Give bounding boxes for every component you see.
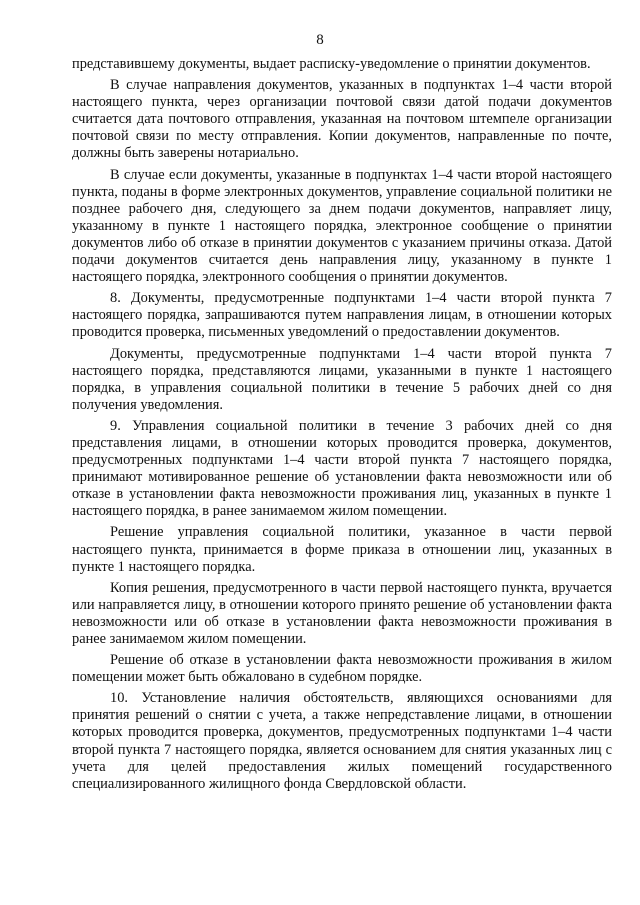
paragraph-item-8: 8. Документы, предусмотренные подпунктами 1–4 части второй пункта 7 настоящего порядка, запрашиваются путем направления лицам, в отношении которых проводится проверка, письменных уведомлений о предоставлении документов. bbox=[72, 290, 612, 341]
paragraph: Решение управления социальной политики, указанное в части первой настоящего пункта, принимается в форме приказа в отношении лиц, указанных в пункте 1 настоящего порядка. bbox=[72, 524, 612, 575]
paragraph: Решение об отказе в установлении факта невозможности проживания в жилом помещении может быть обжаловано в судебном порядке. bbox=[72, 652, 612, 686]
paragraph-item-9: 9. Управления социальной политики в течение 3 рабочих дней со дня представления лицами, в отношении которых проводится проверка, документов, предусмотренных подпунктами 1–4 части второй пункта 7 настоящего порядка, принимают мотивированное решение об установлении факта невозможности или об отказе в установлении факта невозможности проживания лиц, указанных в пункте 1 настоящего порядка, в ранее занимаемом жилом помещении. bbox=[72, 417, 612, 520]
paragraph: В случае направления документов, указанных в подпунктах 1–4 части второй настоящего пункта, через организации почтовой связи датой подачи документов считается дата почтового отправления, указанная на почтовом штемпеле организации почтовой связи по месту отправления. Копии документов, направленные по почте, должны быть заверены нотариально. bbox=[72, 77, 612, 162]
paragraph-continuation: представившему документы, выдает расписку-уведомление о принятии документов. bbox=[72, 56, 591, 72]
paragraph: Документы, предусмотренные подпунктами 1–4 части второй пункта 7 настоящего порядка, представляются лицами, указанными в пункте 1 настоящего порядка, в управления социальной политики в течение 5 рабочих дней со дня получения уведомления. bbox=[72, 345, 612, 413]
paragraph: В случае если документы, указанные в подпунктах 1–4 части второй настоящего пункта, поданы в форме электронных документов, управление социальной политики не позднее рабочего дня, следующего за днем подачи документов, направляет лицу, указанному в пункте 1 настоящего порядка, электронное сообщение о принятии документов либо об отказе в принятии документов с указанием причины отказа. Датой подачи документов считается день направления лицу, указанному в пункте 1 настоящего порядка, электронного сообщения о принятии документов. bbox=[72, 166, 612, 286]
paragraph-item-10: 10. Установление наличия обстоятельств, являющихся основаниями для принятия решений о снятии с учета, а также непредставление лицами, в отношении которых проводится проверка, документов, предусмотренных подпунктами 1–4 части второй пункта 7 настоящего порядка, является основанием для снятия указанных лиц с учета для целей предоставления жилых помещений государственного специализированного жилищного фонда Свердловской области. bbox=[72, 690, 612, 792]
document-body bbox=[72, 56, 612, 797]
page-number: 8 bbox=[316, 32, 324, 48]
paragraph: Копия решения, предусмотренного в части первой настоящего пункта, вручается или направляется лицу, в отношении которого принято решение об установлении факта невозможности или об отказе в установлении факта невозможности проживания в ранее занимаемом жилом помещении. bbox=[72, 579, 612, 647]
